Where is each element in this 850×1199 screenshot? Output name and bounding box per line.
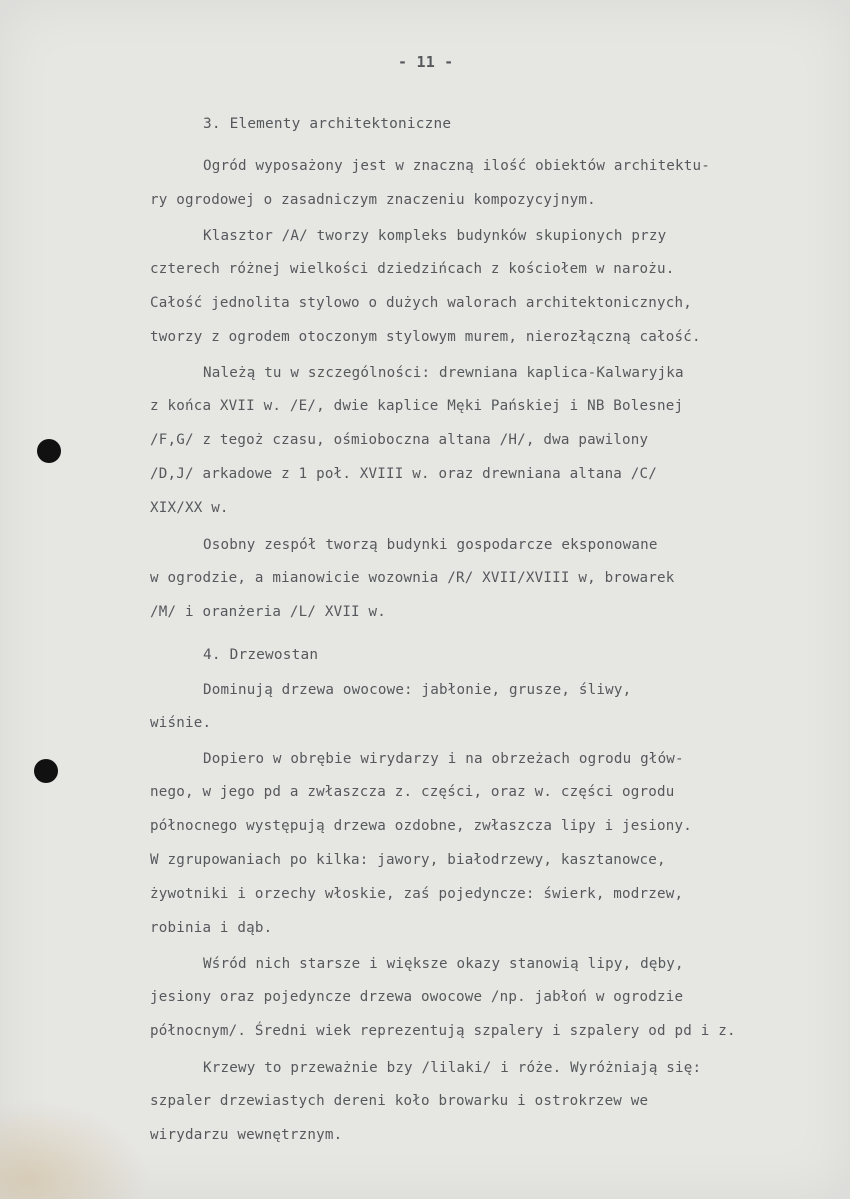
- text-line: nego, w jego pd a zwłaszcza z. części, oraz w. części ogrodu: [150, 784, 675, 800]
- text-line: Osobny zespół tworzą budynki gospodarcze eksponowane: [203, 537, 658, 553]
- text-line: w ogrodzie, a mianowicie wozownia /R/ XVII/XVIII w, browarek: [150, 570, 675, 586]
- page-number: - 11 -: [398, 53, 454, 71]
- text-line: /F,G/ z tegoż czasu, ośmioboczna altana /H/, dwa pawilony: [150, 432, 649, 448]
- text-line: z końca XVII w. /E/, dwie kaplice Męki Pańskiej i NB Bolesnej: [150, 398, 684, 414]
- text-line: północnym/. Średni wiek reprezentują szpalery i szpalery od pd i z.: [150, 1023, 736, 1039]
- text-line: ry ogrodowej o zasadniczym znaczeniu kompozycyjnym.: [150, 192, 596, 208]
- text-line: czterech różnej wielkości dziedzińcach z kościołem w narożu.: [150, 261, 675, 277]
- text-line: Dopiero w obrębie wirydarzy i na obrzeżach ogrodu głów-: [203, 751, 684, 767]
- text-line: Wśród nich starsze i większe okazy stanowią lipy, dęby,: [203, 956, 684, 972]
- text-line: W zgrupowaniach po kilka: jawory, białodrzewy, kasztanowce,: [150, 852, 666, 868]
- text-line: północnego występują drzewa ozdobne, zwłaszcza lipy i jesiony.: [150, 818, 692, 834]
- text-line: tworzy z ogrodem otoczonym stylowym murem, nierozłączną całość.: [150, 329, 701, 345]
- section-4-heading: 4. Drzewostan: [203, 647, 319, 663]
- text-line: Całość jednolita stylowo o dużych walorach architektonicznych,: [150, 295, 692, 311]
- punch-hole-bottom: [34, 759, 58, 783]
- text-line: Dominują drzewa owocowe: jabłonie, grusze, śliwy,: [203, 682, 632, 698]
- paper-stain: [0, 1100, 150, 1199]
- text-line: XIX/XX w.: [150, 500, 229, 516]
- text-line: szpaler drzewiastych dereni koło browarku i ostrokrzew we: [150, 1093, 649, 1109]
- text-line: Krzewy to przeważnie bzy /lilaki/ i róże. Wyróżniają się:: [203, 1060, 702, 1076]
- text-line: żywotniki i orzechy włoskie, zaś pojedyncze: świerk, modrzew,: [150, 886, 684, 902]
- text-line: Ogród wyposażony jest w znaczną ilość obiektów architektu-: [203, 158, 711, 174]
- section-3-heading: 3. Elementy architektoniczne: [203, 116, 452, 132]
- text-line: /D,J/ arkadowe z 1 poł. XVIII w. oraz drewniana altana /C/: [150, 466, 658, 482]
- text-line: wirydarzu wewnętrznym.: [150, 1127, 343, 1143]
- punch-hole-top: [37, 439, 61, 463]
- text-line: Klasztor /A/ tworzy kompleks budynków skupionych przy: [203, 228, 667, 244]
- text-line: jesiony oraz pojedyncze drzewa owocowe /np. jabłoń w ogrodzie: [150, 989, 684, 1005]
- text-line: Należą tu w szczególności: drewniana kaplica-Kalwaryjka: [203, 365, 684, 381]
- text-line: wiśnie.: [150, 715, 212, 731]
- text-line: /M/ i oranżeria /L/ XVII w.: [150, 604, 387, 620]
- text-line: robinia i dąb.: [150, 920, 273, 936]
